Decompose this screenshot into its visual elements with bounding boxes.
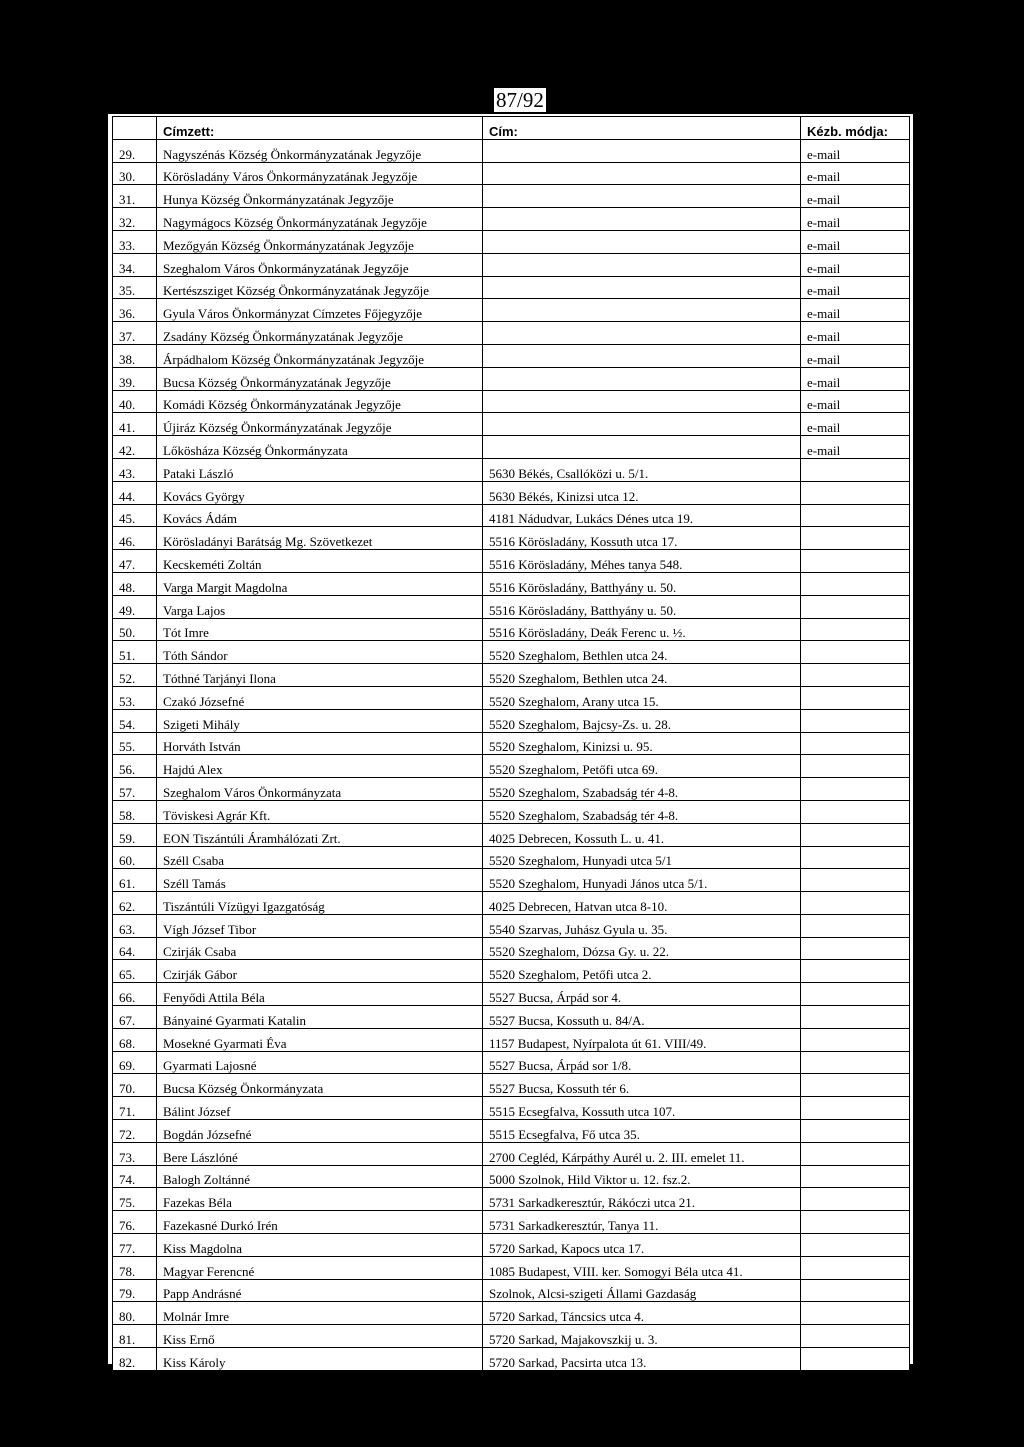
table-row xyxy=(113,139,910,162)
table-row xyxy=(113,162,910,185)
row-number: 76. xyxy=(113,1211,157,1234)
recipient-name: Czirják Csaba xyxy=(157,937,483,960)
header-address: Cím: xyxy=(483,117,801,140)
recipient-name: Fazekas Béla xyxy=(157,1188,483,1211)
recipient-address xyxy=(483,230,801,253)
delivery-method xyxy=(801,778,910,801)
row-number: 78. xyxy=(113,1256,157,1279)
table-row xyxy=(113,458,910,481)
delivery-method xyxy=(801,937,910,960)
recipient-address: 5720 Sarkad, Pacsirta utca 13. xyxy=(483,1348,801,1371)
row-number: 40. xyxy=(113,390,157,413)
recipient-name: Balogh Zoltánné xyxy=(157,1165,483,1188)
recipient-name: Magyar Ferencné xyxy=(157,1256,483,1279)
recipient-name: Pataki László xyxy=(157,458,483,481)
recipient-address: 5516 Körösladány, Batthyány u. 50. xyxy=(483,572,801,595)
delivery-method: e-mail xyxy=(801,344,910,367)
row-number: 49. xyxy=(113,595,157,618)
recipient-name: Bere Lászlóné xyxy=(157,1142,483,1165)
recipient-address: 5520 Szeghalom, Hunyadi utca 5/1 xyxy=(483,846,801,869)
row-number: 56. xyxy=(113,755,157,778)
header-delivery: Kézb. módja: xyxy=(801,117,910,140)
recipient-address: 5520 Szeghalom, Petőfi utca 69. xyxy=(483,755,801,778)
row-number: 59. xyxy=(113,823,157,846)
recipient-name: Czirják Gábor xyxy=(157,960,483,983)
recipient-address: 5516 Körösladány, Méhes tanya 548. xyxy=(483,550,801,573)
table-row xyxy=(113,436,910,459)
recipient-address: 5540 Szarvas, Juhász Gyula u. 35. xyxy=(483,914,801,937)
delivery-method: e-mail xyxy=(801,390,910,413)
row-number: 68. xyxy=(113,1028,157,1051)
recipient-address: 5520 Szeghalom, Petőfi utca 2. xyxy=(483,960,801,983)
row-number: 38. xyxy=(113,344,157,367)
row-number: 51. xyxy=(113,641,157,664)
delivery-method xyxy=(801,823,910,846)
recipient-name: Gyarmati Lajosné xyxy=(157,1051,483,1074)
recipient-name: Czakó Józsefné xyxy=(157,686,483,709)
row-number: 58. xyxy=(113,800,157,823)
recipient-address xyxy=(483,413,801,436)
recipient-address: 4025 Debrecen, Kossuth L. u. 41. xyxy=(483,823,801,846)
row-number: 66. xyxy=(113,983,157,1006)
row-number: 48. xyxy=(113,572,157,595)
recipient-address: 5720 Sarkad, Kapocs utca 17. xyxy=(483,1234,801,1257)
table-row xyxy=(113,527,910,550)
recipient-name: Körösladány Város Önkormányzatának Jegyzője xyxy=(157,162,483,185)
row-number: 82. xyxy=(113,1348,157,1371)
row-number: 69. xyxy=(113,1051,157,1074)
row-number: 77. xyxy=(113,1234,157,1257)
recipient-name: Bogdán Józsefné xyxy=(157,1120,483,1143)
recipient-address: 5516 Körösladány, Kossuth utca 17. xyxy=(483,527,801,550)
recipient-address: 5527 Bucsa, Árpád sor 4. xyxy=(483,983,801,1006)
delivery-method xyxy=(801,504,910,527)
row-number: 43. xyxy=(113,458,157,481)
recipient-address: 5720 Sarkad, Táncsics utca 4. xyxy=(483,1302,801,1325)
delivery-method: e-mail xyxy=(801,162,910,185)
recipient-address xyxy=(483,162,801,185)
recipient-address: 4181 Nádudvar, Lukács Dénes utca 19. xyxy=(483,504,801,527)
delivery-method xyxy=(801,686,910,709)
table-row xyxy=(113,367,910,390)
recipient-address: 5516 Körösladány, Batthyány u. 50. xyxy=(483,595,801,618)
recipient-name: Kovács György xyxy=(157,481,483,504)
recipient-name: Kertészsziget Község Önkormányzatának Jegyzője xyxy=(157,276,483,299)
table-row xyxy=(113,481,910,504)
table-header xyxy=(113,117,910,140)
row-number: 60. xyxy=(113,846,157,869)
recipient-address: 1085 Budapest, VIII. ker. Somogyi Béla utca 41. xyxy=(483,1256,801,1279)
recipient-name: Kecskeméti Zoltán xyxy=(157,550,483,573)
table-row xyxy=(113,390,910,413)
recipient-name: Szeghalom Város Önkormányzata xyxy=(157,778,483,801)
row-number: 70. xyxy=(113,1074,157,1097)
recipient-name: Bálint József xyxy=(157,1097,483,1120)
recipient-address: 5520 Szeghalom, Bethlen utca 24. xyxy=(483,641,801,664)
delivery-method xyxy=(801,869,910,892)
delivery-method xyxy=(801,1325,910,1348)
row-number: 62. xyxy=(113,892,157,915)
table-row xyxy=(113,1302,910,1325)
table-row xyxy=(113,618,910,641)
table-row xyxy=(113,732,910,755)
delivery-method xyxy=(801,800,910,823)
row-number: 44. xyxy=(113,481,157,504)
delivery-method xyxy=(801,1120,910,1143)
row-number: 47. xyxy=(113,550,157,573)
row-number: 81. xyxy=(113,1325,157,1348)
row-number: 74. xyxy=(113,1165,157,1188)
table-row xyxy=(113,253,910,276)
recipient-name: EON Tiszántúli Áramhálózati Zrt. xyxy=(157,823,483,846)
table-row xyxy=(113,1006,910,1029)
table-row xyxy=(113,641,910,664)
table-row xyxy=(113,709,910,732)
table-body xyxy=(113,139,910,1370)
row-number: 65. xyxy=(113,960,157,983)
recipient-address: 5516 Körösladány, Deák Ferenc u. ½. xyxy=(483,618,801,641)
table-row xyxy=(113,550,910,573)
recipient-name: Kovács Ádám xyxy=(157,504,483,527)
delivery-method xyxy=(801,1348,910,1371)
delivery-method: e-mail xyxy=(801,413,910,436)
row-number: 52. xyxy=(113,664,157,687)
row-number: 37. xyxy=(113,322,157,345)
delivery-method xyxy=(801,1051,910,1074)
recipient-address: 5520 Szeghalom, Hunyadi János utca 5/1. xyxy=(483,869,801,892)
recipient-address: Szolnok, Alcsi-szigeti Állami Gazdaság xyxy=(483,1279,801,1302)
recipient-name: Molnár Imre xyxy=(157,1302,483,1325)
delivery-method xyxy=(801,1302,910,1325)
recipient-name: Gyula Város Önkormányzat Címzetes Főjegyzője xyxy=(157,299,483,322)
recipient-name: Kiss Magdolna xyxy=(157,1234,483,1257)
recipient-name: Árpádhalom Község Önkormányzatának Jegyzője xyxy=(157,344,483,367)
table-row xyxy=(113,755,910,778)
row-number: 50. xyxy=(113,618,157,641)
recipient-address: 5520 Szeghalom, Kinizsi u. 95. xyxy=(483,732,801,755)
table-row xyxy=(113,1165,910,1188)
recipient-address: 5731 Sarkadkeresztúr, Rákóczi utca 21. xyxy=(483,1188,801,1211)
row-number: 57. xyxy=(113,778,157,801)
table-row xyxy=(113,1188,910,1211)
recipient-name: Újiráz Község Önkormányzatának Jegyzője xyxy=(157,413,483,436)
recipient-address: 5630 Békés, Kinizsi utca 12. xyxy=(483,481,801,504)
table-row xyxy=(113,572,910,595)
table-row xyxy=(113,664,910,687)
table-row xyxy=(113,937,910,960)
delivery-method xyxy=(801,618,910,641)
recipient-name: Mezőgyán Község Önkormányzatának Jegyzője xyxy=(157,230,483,253)
delivery-method xyxy=(801,960,910,983)
row-number: 42. xyxy=(113,436,157,459)
recipient-address xyxy=(483,253,801,276)
row-number: 71. xyxy=(113,1097,157,1120)
row-number: 67. xyxy=(113,1006,157,1029)
recipient-name: Bányainé Gyarmati Katalin xyxy=(157,1006,483,1029)
delivery-method xyxy=(801,1028,910,1051)
table-row xyxy=(113,1028,910,1051)
recipient-address: 5527 Bucsa, Árpád sor 1/8. xyxy=(483,1051,801,1074)
recipient-address: 2700 Cegléd, Kárpáthy Aurél u. 2. III. emelet 11. xyxy=(483,1142,801,1165)
recipient-address xyxy=(483,390,801,413)
table-row xyxy=(113,869,910,892)
table-row xyxy=(113,846,910,869)
delivery-method: e-mail xyxy=(801,185,910,208)
table-row xyxy=(113,230,910,253)
recipient-name: Horváth István xyxy=(157,732,483,755)
recipient-address: 5520 Szeghalom, Szabadság tér 4-8. xyxy=(483,778,801,801)
table-row xyxy=(113,595,910,618)
recipient-name: Bucsa Község Önkormányzata xyxy=(157,1074,483,1097)
recipient-address xyxy=(483,208,801,231)
recipient-name: Vígh József Tibor xyxy=(157,914,483,937)
recipient-address: 5720 Sarkad, Majakovszkij u. 3. xyxy=(483,1325,801,1348)
row-number: 54. xyxy=(113,709,157,732)
delivery-method xyxy=(801,755,910,778)
table-row xyxy=(113,413,910,436)
recipient-address xyxy=(483,322,801,345)
recipient-address xyxy=(483,185,801,208)
delivery-method xyxy=(801,914,910,937)
recipient-address: 5630 Békés, Csallóközi u. 5/1. xyxy=(483,458,801,481)
delivery-method xyxy=(801,846,910,869)
delivery-method xyxy=(801,1165,910,1188)
recipient-address: 5527 Bucsa, Kossuth tér 6. xyxy=(483,1074,801,1097)
delivery-method xyxy=(801,1074,910,1097)
table-row xyxy=(113,800,910,823)
delivery-method xyxy=(801,1097,910,1120)
delivery-method xyxy=(801,983,910,1006)
delivery-method xyxy=(801,1234,910,1257)
row-number: 80. xyxy=(113,1302,157,1325)
header-number xyxy=(113,117,157,140)
delivery-method xyxy=(801,595,910,618)
recipient-name: Varga Lajos xyxy=(157,595,483,618)
delivery-method: e-mail xyxy=(801,276,910,299)
table-row xyxy=(113,892,910,915)
recipient-name: Komádi Község Önkormányzatának Jegyzője xyxy=(157,390,483,413)
table-row xyxy=(113,778,910,801)
recipient-name: Fenyődi Attila Béla xyxy=(157,983,483,1006)
row-number: 63. xyxy=(113,914,157,937)
recipient-name: Tóth Sándor xyxy=(157,641,483,664)
row-number: 30. xyxy=(113,162,157,185)
recipient-address: 5527 Bucsa, Kossuth u. 84/A. xyxy=(483,1006,801,1029)
recipient-name: Bucsa Község Önkormányzatának Jegyzője xyxy=(157,367,483,390)
delivery-method: e-mail xyxy=(801,230,910,253)
row-number: 64. xyxy=(113,937,157,960)
recipient-address: 5520 Szeghalom, Bajcsy-Zs. u. 28. xyxy=(483,709,801,732)
row-number: 73. xyxy=(113,1142,157,1165)
recipient-address xyxy=(483,344,801,367)
row-number: 45. xyxy=(113,504,157,527)
delivery-method xyxy=(801,641,910,664)
table-row xyxy=(113,960,910,983)
recipient-name: Szeghalom Város Önkormányzatának Jegyzője xyxy=(157,253,483,276)
recipient-name: Papp Andrásné xyxy=(157,1279,483,1302)
table-row xyxy=(113,1142,910,1165)
table-row xyxy=(113,1325,910,1348)
recipient-name: Lőkösháza Község Önkormányzata xyxy=(157,436,483,459)
row-number: 32. xyxy=(113,208,157,231)
table-row xyxy=(113,914,910,937)
table-row xyxy=(113,185,910,208)
table-row xyxy=(113,208,910,231)
recipient-address: 1157 Budapest, Nyírpalota út 61. VIII/49. xyxy=(483,1028,801,1051)
delivery-method xyxy=(801,892,910,915)
delivery-method: e-mail xyxy=(801,436,910,459)
recipient-address xyxy=(483,436,801,459)
delivery-method: e-mail xyxy=(801,367,910,390)
delivery-method xyxy=(801,458,910,481)
row-number: 79. xyxy=(113,1279,157,1302)
table-row xyxy=(113,1211,910,1234)
recipient-name: Fazekasné Durkó Irén xyxy=(157,1211,483,1234)
table-row xyxy=(113,299,910,322)
recipient-address xyxy=(483,139,801,162)
table-row xyxy=(113,686,910,709)
recipient-address: 5515 Ecsegfalva, Kossuth utca 107. xyxy=(483,1097,801,1120)
table-row xyxy=(113,504,910,527)
recipient-name: Töviskesi Agrár Kft. xyxy=(157,800,483,823)
table-row xyxy=(113,1279,910,1302)
delivery-method xyxy=(801,709,910,732)
recipient-name: Mosekné Gyarmati Éva xyxy=(157,1028,483,1051)
recipient-name: Széll Tamás xyxy=(157,869,483,892)
recipient-address xyxy=(483,276,801,299)
table-row xyxy=(113,344,910,367)
row-number: 36. xyxy=(113,299,157,322)
delivery-method xyxy=(801,732,910,755)
recipient-address: 5731 Sarkadkeresztúr, Tanya 11. xyxy=(483,1211,801,1234)
row-number: 34. xyxy=(113,253,157,276)
recipient-address: 5515 Ecsegfalva, Fő utca 35. xyxy=(483,1120,801,1143)
recipient-name: Széll Csaba xyxy=(157,846,483,869)
recipient-address: 5520 Szeghalom, Dózsa Gy. u. 22. xyxy=(483,937,801,960)
recipient-name: Szigeti Mihály xyxy=(157,709,483,732)
delivery-method xyxy=(801,1006,910,1029)
table-row xyxy=(113,1097,910,1120)
recipient-table xyxy=(112,116,910,1371)
table-row xyxy=(113,1256,910,1279)
row-number: 72. xyxy=(113,1120,157,1143)
recipient-address xyxy=(483,367,801,390)
table-row xyxy=(113,322,910,345)
recipient-name: Zsadány Község Önkormányzatának Jegyzője xyxy=(157,322,483,345)
recipient-name: Hajdú Alex xyxy=(157,755,483,778)
delivery-method xyxy=(801,1142,910,1165)
delivery-method xyxy=(801,572,910,595)
row-number: 35. xyxy=(113,276,157,299)
recipient-name: Nagymágocs Község Önkormányzatának Jegyzője xyxy=(157,208,483,231)
header-row xyxy=(113,117,910,140)
recipient-name: Tóthné Tarjányi Ilona xyxy=(157,664,483,687)
recipient-address: 5000 Szolnok, Hild Viktor u. 12. fsz.2. xyxy=(483,1165,801,1188)
table-row xyxy=(113,1074,910,1097)
delivery-method xyxy=(801,664,910,687)
delivery-method xyxy=(801,1256,910,1279)
recipient-address: 5520 Szeghalom, Arany utca 15. xyxy=(483,686,801,709)
table-row xyxy=(113,1120,910,1143)
delivery-method: e-mail xyxy=(801,208,910,231)
delivery-method xyxy=(801,550,910,573)
header-recipient: Címzett: xyxy=(157,117,483,140)
row-number: 61. xyxy=(113,869,157,892)
delivery-method xyxy=(801,1279,910,1302)
table-row xyxy=(113,1234,910,1257)
delivery-method xyxy=(801,1188,910,1211)
table-row xyxy=(113,276,910,299)
row-number: 55. xyxy=(113,732,157,755)
recipient-address: 4025 Debrecen, Hatvan utca 8-10. xyxy=(483,892,801,915)
recipient-name: Varga Margit Magdolna xyxy=(157,572,483,595)
table-row xyxy=(113,823,910,846)
delivery-method: e-mail xyxy=(801,253,910,276)
table-row xyxy=(113,1348,910,1371)
delivery-method xyxy=(801,1211,910,1234)
recipient-name: Kiss Károly xyxy=(157,1348,483,1371)
table-row xyxy=(113,1051,910,1074)
recipient-name: Tót Imre xyxy=(157,618,483,641)
row-number: 46. xyxy=(113,527,157,550)
recipient-name: Hunya Község Önkormányzatának Jegyzője xyxy=(157,185,483,208)
row-number: 41. xyxy=(113,413,157,436)
delivery-method xyxy=(801,527,910,550)
page-number: 87/92 xyxy=(496,88,544,112)
delivery-method: e-mail xyxy=(801,299,910,322)
row-number: 75. xyxy=(113,1188,157,1211)
delivery-method: e-mail xyxy=(801,139,910,162)
delivery-method: e-mail xyxy=(801,322,910,345)
row-number: 33. xyxy=(113,230,157,253)
recipient-address: 5520 Szeghalom, Szabadság tér 4-8. xyxy=(483,800,801,823)
row-number: 29. xyxy=(113,139,157,162)
recipient-address: 5520 Szeghalom, Bethlen utca 24. xyxy=(483,664,801,687)
row-number: 39. xyxy=(113,367,157,390)
table-row xyxy=(113,983,910,1006)
recipient-name: Kiss Ernő xyxy=(157,1325,483,1348)
delivery-method xyxy=(801,481,910,504)
recipient-address xyxy=(483,299,801,322)
row-number: 31. xyxy=(113,185,157,208)
recipient-name: Nagyszénás Község Önkormányzatának Jegyzője xyxy=(157,139,483,162)
recipient-name: Körösladányi Barátság Mg. Szövetkezet xyxy=(157,527,483,550)
recipient-name: Tiszántúli Vízügyi Igazgatóság xyxy=(157,892,483,915)
row-number: 53. xyxy=(113,686,157,709)
